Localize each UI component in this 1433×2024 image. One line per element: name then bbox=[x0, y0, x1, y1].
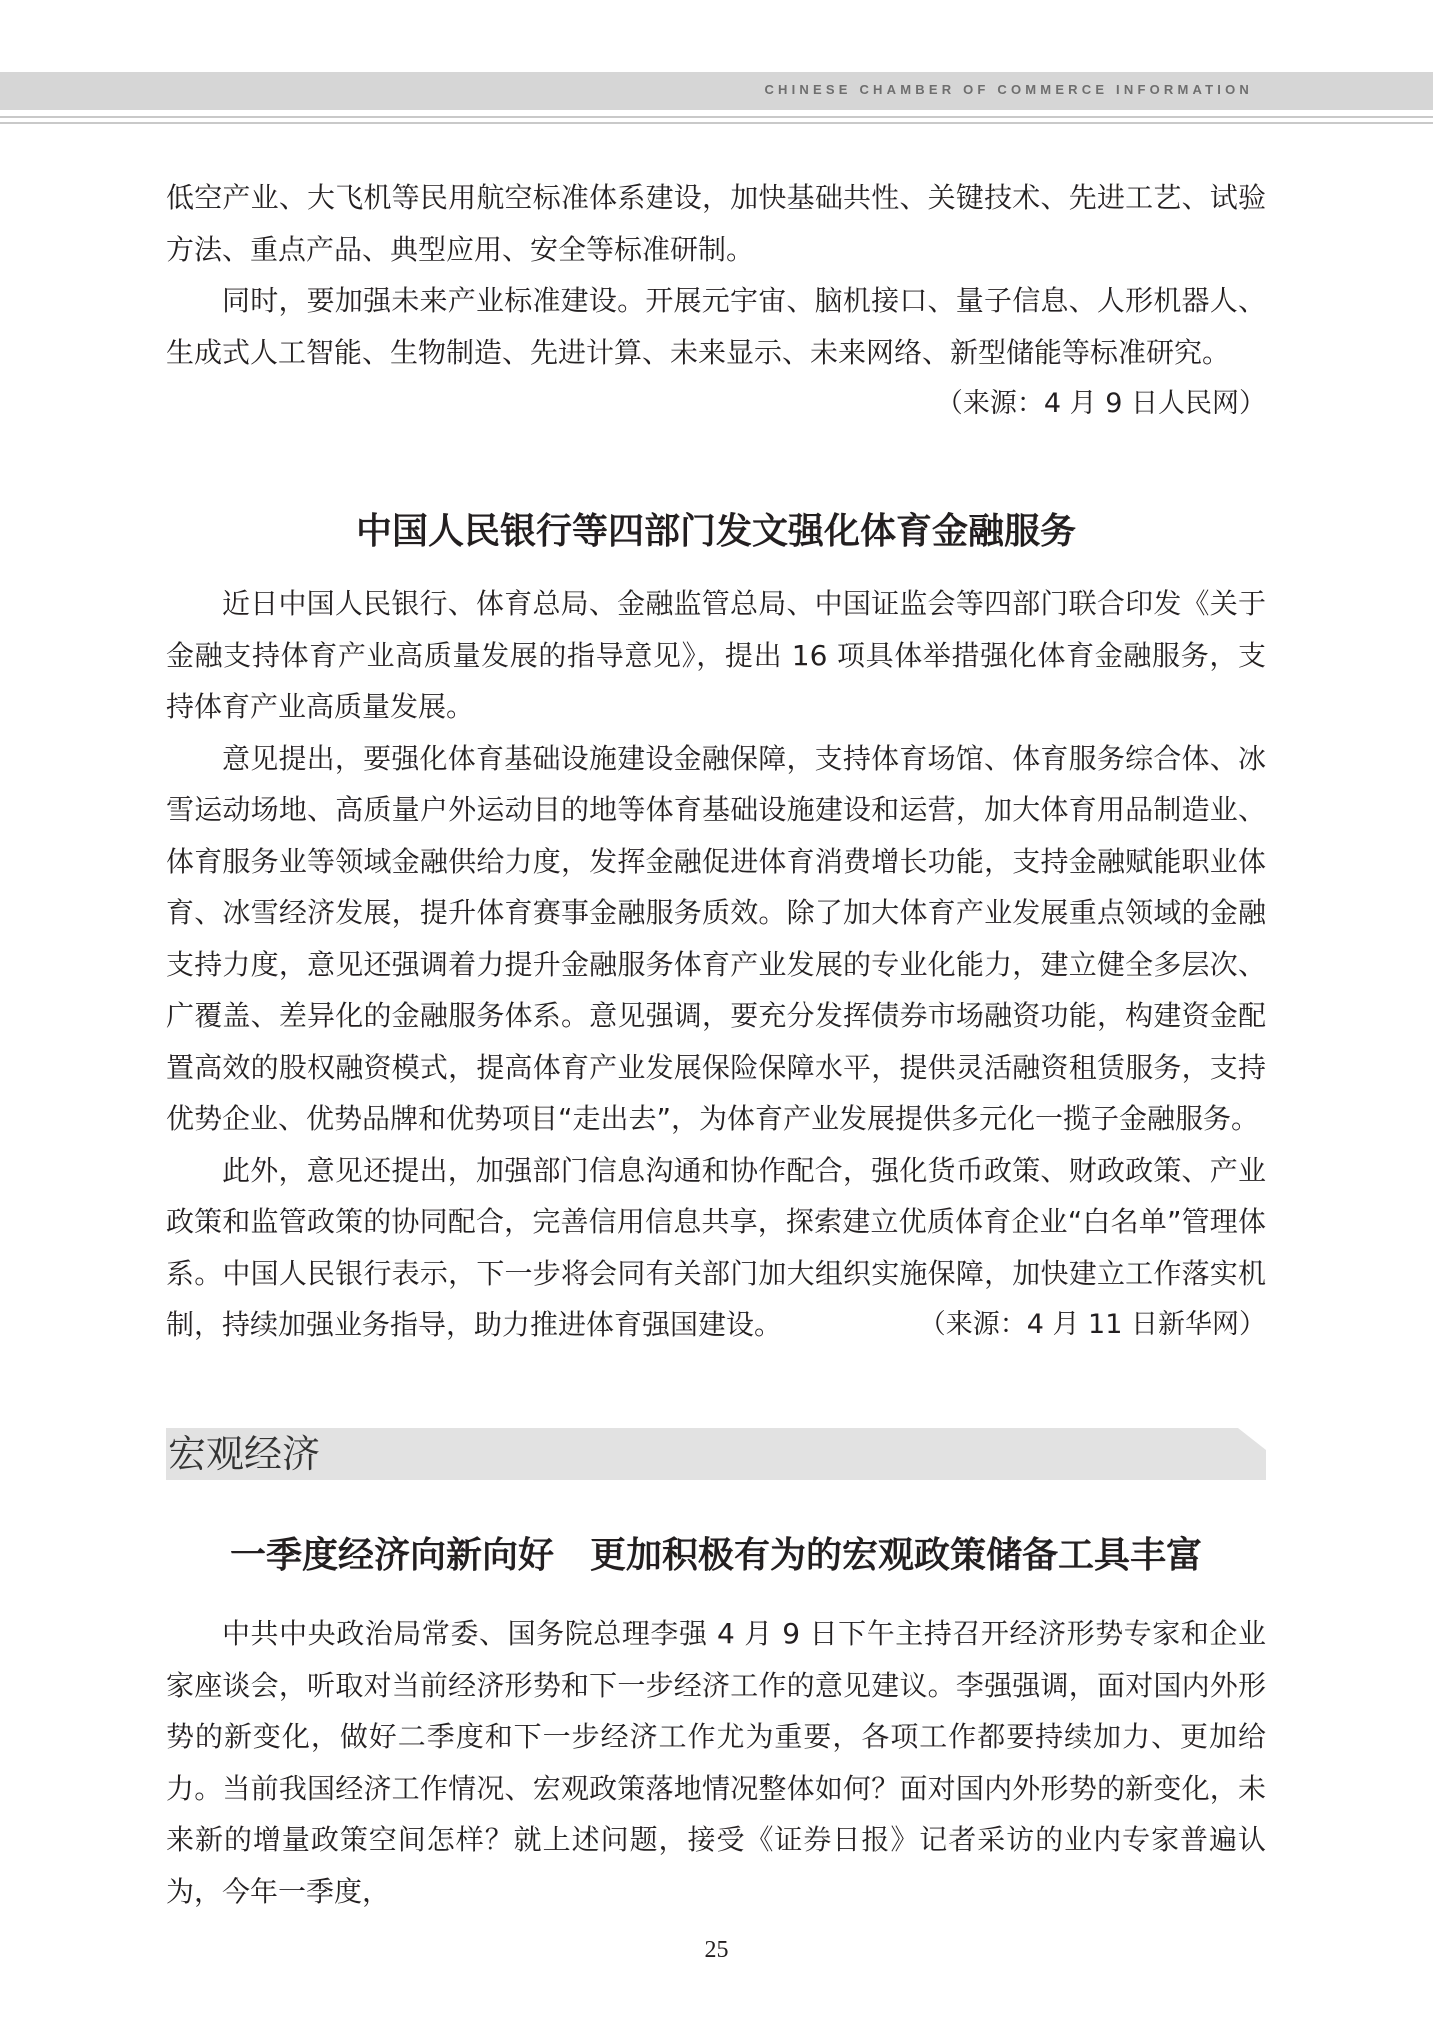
paragraph bbox=[166, 1145, 1266, 1351]
article-economy bbox=[166, 1530, 1266, 1917]
paragraph-text: 此外，意见还提出，加强部门信息沟通和协作配合，强化货币政策、财政政策、产业政策和监管政策的协同配合，完善信用信息共享，探索建立优质体育企业“白名单”管理体系。中国人民银行表示，下一步将会同有关部门加大组织实施保障，加快建立工作落实机制，持续加强业务指导，助力推进体育强国建设。 bbox=[166, 1153, 1266, 1341]
source-citation: （来源：4 月 11 日新华网） bbox=[918, 1309, 1266, 1340]
paragraph: 中共中央政治局常委、国务院总理李强 4 月 9 日下午主持召开经济形势专家和企业家座谈会，听取对当前经济形势和下一步经济工作的意见建议。李强强调，面对国内外形势的新变化，做好二季度和下一步经济工作尤为重要，各项工作都要持续加力、更加给力。当前我国经济工作情况、宏观政策落地情况整体如何？面对国内外形势的新变化，未来新的增量政策空间怎样？就上述问题，接受《证券日报》记者采访的业内专家普遍认为，今年一季度， bbox=[166, 1617, 1266, 1908]
page-number: 25 bbox=[704, 1937, 729, 1963]
article-sports-finance bbox=[166, 506, 1266, 1351]
section-header bbox=[166, 1428, 1266, 1480]
header-rule bbox=[0, 122, 1433, 124]
article-continuation bbox=[166, 172, 1266, 430]
paragraph: 近日中国人民银行、体育总局、金融监管总局、中国证监会等四部门联合印发《关于金融支持体育产业高质量发展的指导意见》，提出 16 项具体举措强化体育金融服务，支持体育产业高质量发展。 bbox=[166, 587, 1266, 723]
source-citation: （来源：4 月 9 日人民网） bbox=[935, 388, 1266, 419]
section-bar-background bbox=[166, 1428, 1266, 1480]
paragraph: 同时，要加强未来产业标准建设。开展元宇宙、脑机接口、量子信息、人形机器人、生成式人工智能、生物制造、先进计算、未来显示、未来网络、新型储能等标准研究。 bbox=[166, 284, 1266, 369]
article-title: 一季度经济向新向好 更加积极有为的宏观政策储备工具丰富 bbox=[229, 1535, 1202, 1576]
section-title: 宏观经济 bbox=[168, 1432, 321, 1476]
paragraph: 意见提出，要强化体育基础设施建设金融保障，支持体育场馆、体育服务综合体、冰雪运动场地、高质量户外运动目的地等体育基础设施建设和运营，加大体育用品制造业、体育服务业等领域金融供给力度，发挥金融促进体育消费增长功能，支持金融赋能职业体育、冰雪经济发展，提升体育赛事金融服务质效。除了加大体育产业发展重点领域的金融支持力度，意见还强调着力提升金融服务体育产业发展的专业化能力，建立健全多层次、广覆盖、差异化的金融服务体系。意见强调，要充分发挥债券市场融资功能，构建资金配置高效的股权融资模式，提高体育产业发展保险保障水平，提供灵活融资租赁服务，支持优势企业、优势品牌和优势项目“走出去”，为体育产业发展提供多元化一揽子金融服务。 bbox=[166, 741, 1266, 1135]
header-rule bbox=[0, 116, 1433, 118]
paragraph: 低空产业、大飞机等民用航空标准体系建设，加快基础共性、关键技术、先进工艺、试验方法、重点产品、典型应用、安全等标准研制。 bbox=[166, 181, 1266, 266]
article-title: 中国人民银行等四部门发文强化体育金融服务 bbox=[355, 511, 1076, 552]
publication-name: CHINESE CHAMBER OF COMMERCE INFORMATION bbox=[764, 82, 1253, 97]
